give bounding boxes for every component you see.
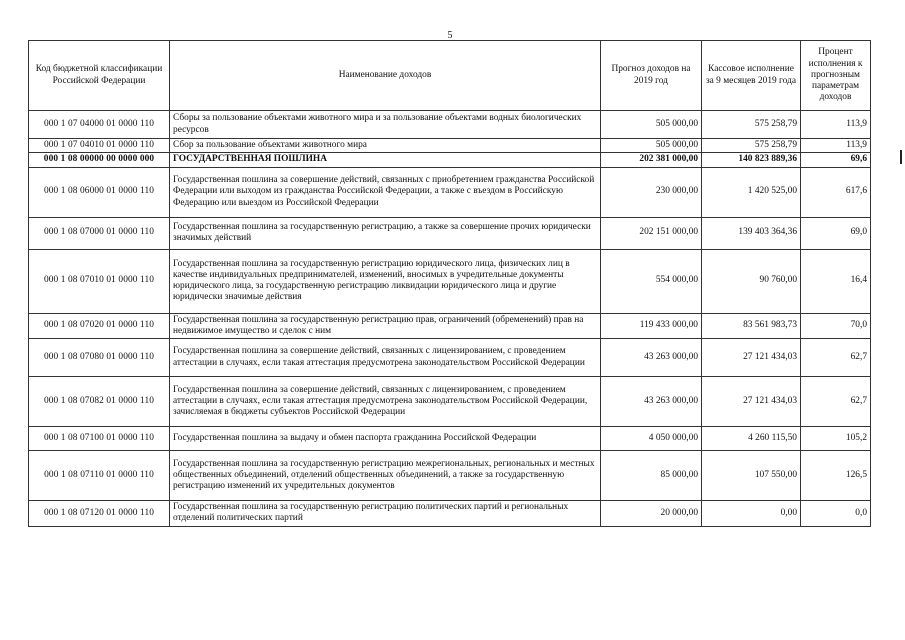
cell-percent: 62,7 [801, 377, 871, 427]
cell-name: Государственная пошлина за государственную регистрацию, а также за совершение прочих юридически значимых действий [170, 217, 601, 249]
table-row [29, 427, 871, 451]
budget-revenue-table [28, 40, 871, 527]
cell-percent: 113,9 [801, 139, 871, 153]
table-row [29, 139, 871, 153]
cell-executed: 139 403 364,36 [702, 217, 801, 249]
table-row [29, 217, 871, 249]
cell-forecast: 505 000,00 [601, 139, 702, 153]
cell-executed: 0,00 [702, 501, 801, 527]
cell-name: Государственная пошлина за государственную регистрацию прав, ограничений (обременений) прав на недвижимое имущество и сделок с ним [170, 313, 601, 339]
cell-percent: 69,0 [801, 217, 871, 249]
cell-name: Государственная пошлина за государственную регистрацию межрегиональных, региональных и местных общественных объединений, отделений общественных объединений, а также за государственную регистрацию изменений их учредительных документов [170, 451, 601, 501]
cell-code: 000 1 08 07080 01 0000 110 [29, 339, 170, 377]
cell-name: Государственная пошлина за совершение действий, связанных с лицензированием, с проведением аттестации в случаях, если такая аттестация предусмотрена законодательством Российской Федерации, зачисляемая в бюджеты субъектов Российской Федерации [170, 377, 601, 427]
cell-name: Государственная пошлина за государственную регистрацию юридического лица, физических лиц в качестве индивидуальных предпринимателей, изменений, вносимых в учредительные документы юридического лица, за государственную регистрацию ликвидации юридического лица и другие юридически значимые действия [170, 249, 601, 313]
cell-code: 000 1 08 07110 01 0000 110 [29, 451, 170, 501]
cell-percent: 16,4 [801, 249, 871, 313]
cell-code: 000 1 08 06000 01 0000 110 [29, 167, 170, 217]
cell-name: Государственная пошлина за совершение действий, связанных с приобретением гражданства Российской Федерации или выходом из гражданства Российской Федерации, а также с въездом в Российскую Федерацию или выездом из Российской Федерации [170, 167, 601, 217]
cell-executed: 27 121 434,03 [702, 377, 801, 427]
cell-code: 000 1 08 07120 01 0000 110 [29, 501, 170, 527]
table-header-row [29, 41, 871, 111]
cell-forecast: 43 263 000,00 [601, 339, 702, 377]
cell-executed: 140 823 889,36 [702, 153, 801, 167]
cell-code: 000 1 08 00000 00 0000 000 [29, 153, 170, 167]
table-row [29, 313, 871, 339]
cell-executed: 83 561 983,73 [702, 313, 801, 339]
cell-executed: 4 260 115,50 [702, 427, 801, 451]
cell-executed: 90 760,00 [702, 249, 801, 313]
cell-percent: 62,7 [801, 339, 871, 377]
cell-executed: 27 121 434,03 [702, 339, 801, 377]
cell-executed: 575 258,79 [702, 111, 801, 139]
scan-edge-mark [900, 150, 902, 164]
header-percent: Процент исполнения к прогнозным параметрам доходов [801, 41, 871, 111]
cell-forecast: 85 000,00 [601, 451, 702, 501]
cell-executed: 575 258,79 [702, 139, 801, 153]
cell-percent: 105,2 [801, 427, 871, 451]
cell-percent: 113,9 [801, 111, 871, 139]
table-row [29, 501, 871, 527]
table-row [29, 377, 871, 427]
table-row [29, 451, 871, 501]
cell-forecast: 202 381 000,00 [601, 153, 702, 167]
header-name: Наименование доходов [170, 41, 601, 111]
table-row [29, 153, 871, 167]
table-row [29, 339, 871, 377]
cell-name: Сборы за пользование объектами животного мира и за пользование объектами водных биологических ресурсов [170, 111, 601, 139]
cell-code: 000 1 08 07100 01 0000 110 [29, 427, 170, 451]
cell-percent: 69,6 [801, 153, 871, 167]
cell-name: ГОСУДАРСТВЕННАЯ ПОШЛИНА [170, 153, 601, 167]
cell-percent: 126,5 [801, 451, 871, 501]
table-row [29, 249, 871, 313]
cell-executed: 107 550,00 [702, 451, 801, 501]
cell-code: 000 1 08 07000 01 0000 110 [29, 217, 170, 249]
cell-executed: 1 420 525,00 [702, 167, 801, 217]
cell-percent: 70,0 [801, 313, 871, 339]
table-row [29, 111, 871, 139]
cell-name: Государственная пошлина за совершение действий, связанных с лицензированием, с проведением аттестации в случаях, если такая аттестация предусмотрена законодательством Российской Федерации [170, 339, 601, 377]
cell-forecast: 20 000,00 [601, 501, 702, 527]
cell-name: Государственная пошлина за государственную регистрацию политических партий и региональных отделений политических партий [170, 501, 601, 527]
cell-forecast: 202 151 000,00 [601, 217, 702, 249]
cell-percent: 617,6 [801, 167, 871, 217]
cell-code: 000 1 08 07082 01 0000 110 [29, 377, 170, 427]
cell-code: 000 1 07 04010 01 0000 110 [29, 139, 170, 153]
cell-forecast: 505 000,00 [601, 111, 702, 139]
header-code: Код бюджетной классификации Российской Федерации [29, 41, 170, 111]
header-executed: Кассовое исполнение за 9 месяцев 2019 года [702, 41, 801, 111]
cell-forecast: 554 000,00 [601, 249, 702, 313]
table-row [29, 167, 871, 217]
cell-forecast: 43 263 000,00 [601, 377, 702, 427]
table-body [29, 111, 871, 527]
cell-name: Сбор за пользование объектами животного мира [170, 139, 601, 153]
header-forecast: Прогноз доходов на 2019 год [601, 41, 702, 111]
cell-forecast: 119 433 000,00 [601, 313, 702, 339]
cell-percent: 0,0 [801, 501, 871, 527]
page-number: 5 [447, 30, 453, 41]
cell-name: Государственная пошлина за выдачу и обмен паспорта гражданина Российской Федерации [170, 427, 601, 451]
cell-forecast: 4 050 000,00 [601, 427, 702, 451]
cell-code: 000 1 07 04000 01 0000 110 [29, 111, 170, 139]
cell-code: 000 1 08 07020 01 0000 110 [29, 313, 170, 339]
cell-code: 000 1 08 07010 01 0000 110 [29, 249, 170, 313]
cell-forecast: 230 000,00 [601, 167, 702, 217]
